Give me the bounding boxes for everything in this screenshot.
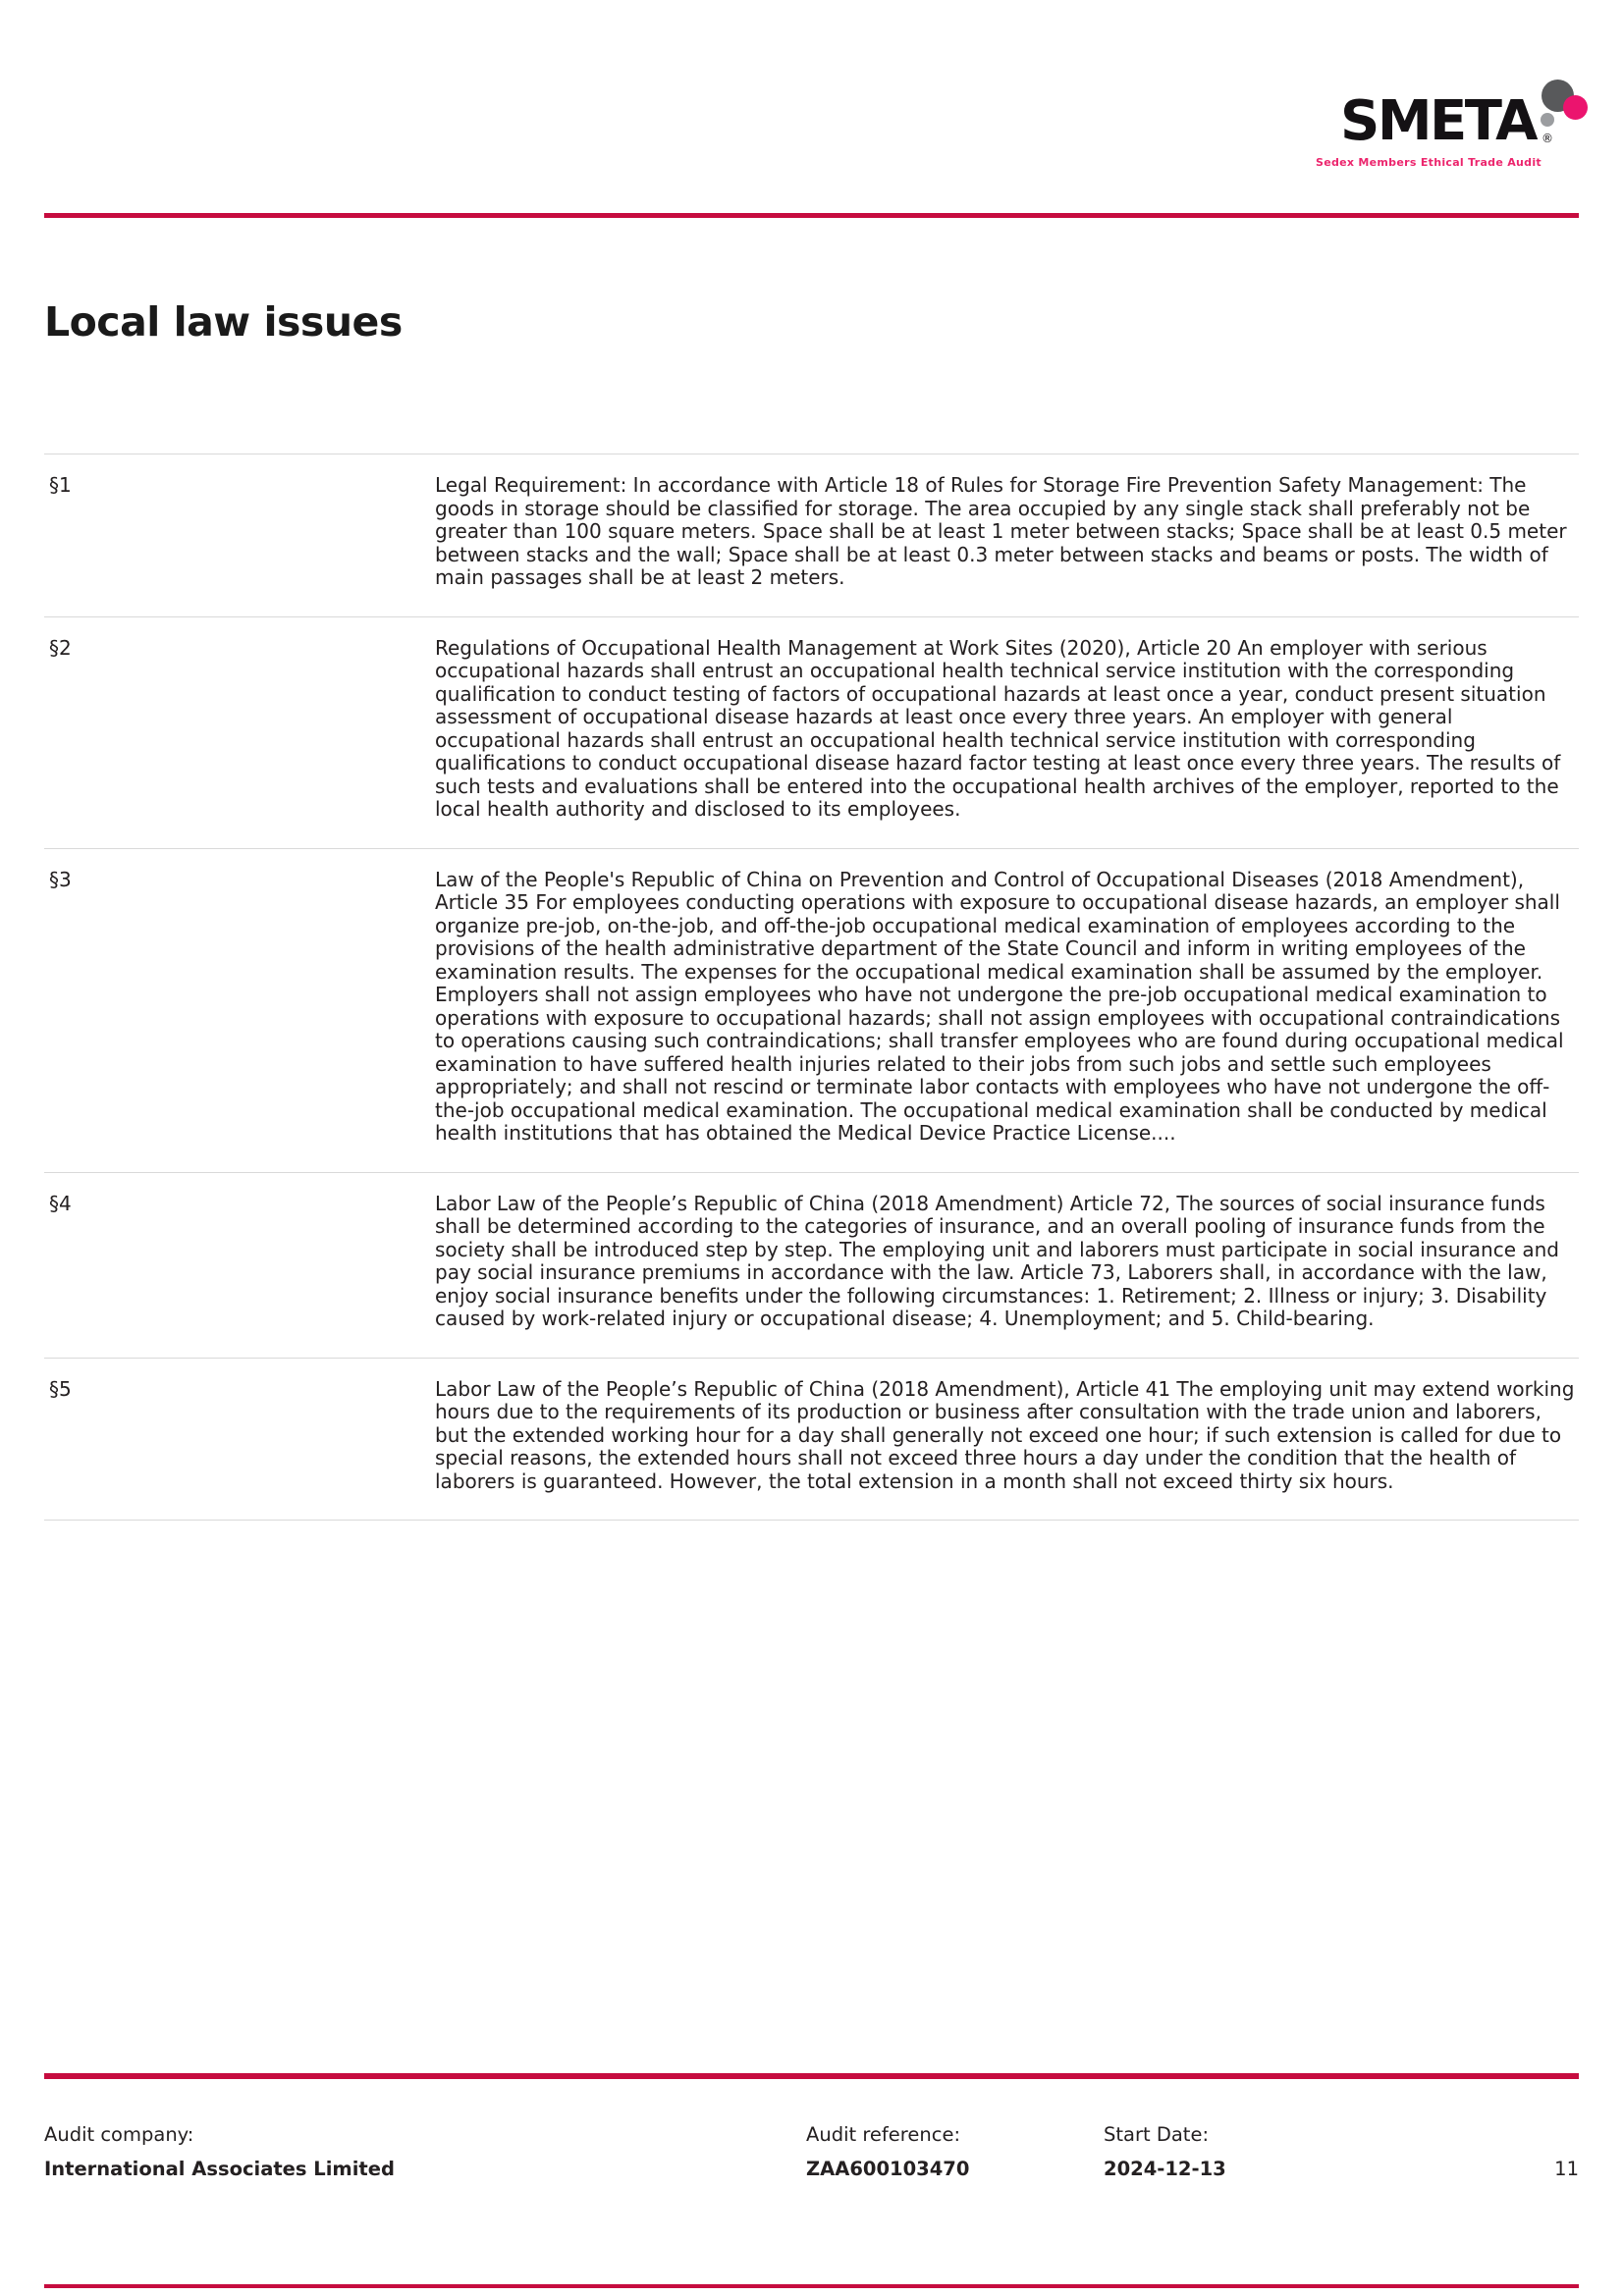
start-date-label: Start Date:	[1104, 2123, 1210, 2146]
footer-rule	[44, 2073, 1579, 2079]
logo-gray-dot-icon	[1541, 113, 1554, 127]
audit-company-label: Audit company:	[44, 2123, 194, 2146]
smeta-logo-tagline: Sedex Members Ethical Trade Audit	[1315, 156, 1542, 169]
law-ref: §2	[49, 635, 72, 660]
law-text: Legal Requirement: In accordance with Article 18 of Rules for Storage Fire Prevention Safety Management: The goods in storage should be classified for storage. The area occupied by any single stack shall preferably not be greater than 100 square meters. Space shall be at least 1 meter between stacks; Space shall be at least 0.5 meter between stacks and the wall; Space shall be at least 0.3 meter between stacks and beams or posts. The width of main passages shall be at least 2 meters.	[435, 473, 1567, 589]
law-text: Regulations of Occupational Health Management at Work Sites (2020), Article 20 An employer with serious occupational hazards shall entrust an occupational health technical service institution with the corresponding qualification to conduct testing of factors of occupational hazards at least once a year, conduct present situation assessment of occupational disease hazards at least once every three years. An employer with general occupational hazards shall entrust an occupational health technical service institution with corresponding qualifications to conduct occupational disease hazard factor testing at least once every three years. The results of such tests and evaluations shall be entered into the occupational health archives of the employer, reported to the local health authority and disclosed to its employees.	[435, 635, 1561, 821]
page-number: 11	[1554, 2158, 1579, 2180]
page-title: Local law issues	[44, 298, 403, 346]
smeta-logo	[1315, 89, 1581, 169]
bottom-edge-rule	[44, 2284, 1579, 2288]
smeta-logo-text: SMETA	[1339, 89, 1536, 153]
logo-pink-dot-icon	[1563, 95, 1588, 120]
registered-trademark-icon: ®	[1542, 132, 1553, 145]
table-row	[44, 1172, 1579, 1358]
header-rule	[44, 213, 1579, 218]
audit-reference-value: ZAA600103470	[806, 2158, 970, 2180]
law-ref: §1	[49, 473, 72, 497]
table-row	[44, 454, 1579, 616]
table-row	[44, 848, 1579, 1172]
law-text: Law of the People's Republic of China on Prevention and Control of Occupational Diseases (2018 Amendment), Article 35 For employees conducting operations with exposure to occupational disease hazards, an employer shall organize pre-job, on-the-job, and off-the-job occupational medical examination of employees according to the provisions of the health administrative department of the State Council and inform in writing employees of the examination results. The expenses for the occupational medical examination shall be assumed by the employer. Employers shall not assign employees who have not undergone the pre-job occupational medical examination to operations with exposure to occupational hazards; shall not assign employees with occupational contraindications to operations causing such contraindications; shall transfer employees who are found during occupational medical examination to have suffered health injuries related to their jobs from such jobs and settle such employees appropriately; and shall not rescind or terminate labor contacts with employees who have not undergone the off-the-job occupational medical examination. The occupational medical examination shall be conducted by medical health institutions that has obtained the Medical Device Practice License....	[435, 867, 1564, 1145]
start-date-value: 2024-12-13	[1104, 2158, 1226, 2180]
law-ref: §3	[49, 867, 72, 891]
table-row	[44, 616, 1579, 848]
law-ref: §5	[49, 1376, 72, 1401]
law-ref: §4	[49, 1191, 72, 1215]
table-row	[44, 1358, 1579, 1522]
local-law-issues-table	[44, 454, 1579, 1521]
law-text: Labor Law of the People’s Republic of China (2018 Amendment), Article 41 The employing unit may extend working hours due to the requirements of its production or business after consultation with the trade union and laborers, but the extended working hour for a day shall generally not exceed one hour; if such extension is called for due to special reasons, the extended hours shall not exceed three hours a day under the condition that the health of laborers is guaranteed. However, the total extension in a month shall not exceed thirty six hours.	[435, 1376, 1575, 1493]
audit-reference-label: Audit reference:	[806, 2123, 961, 2146]
smeta-logo-main	[1339, 89, 1581, 153]
law-text: Labor Law of the People’s Republic of China (2018 Amendment) Article 72, The sources of social insurance funds shall be determined according to the categories of insurance, and an overall pooling of insurance funds from the society shall be introduced step by step. The employing unit and laborers must participate in social insurance and pay social insurance premiums in accordance with the law. Article 73, Laborers shall, in accordance with the law, enjoy social insurance benefits under the following circumstances: 1. Retirement; 2. Illness or injury; 3. Disability caused by work-related injury or occupational disease; 4. Unemployment; and 5. Child-bearing.	[435, 1191, 1559, 1330]
audit-company-value: International Associates Limited	[44, 2158, 395, 2180]
